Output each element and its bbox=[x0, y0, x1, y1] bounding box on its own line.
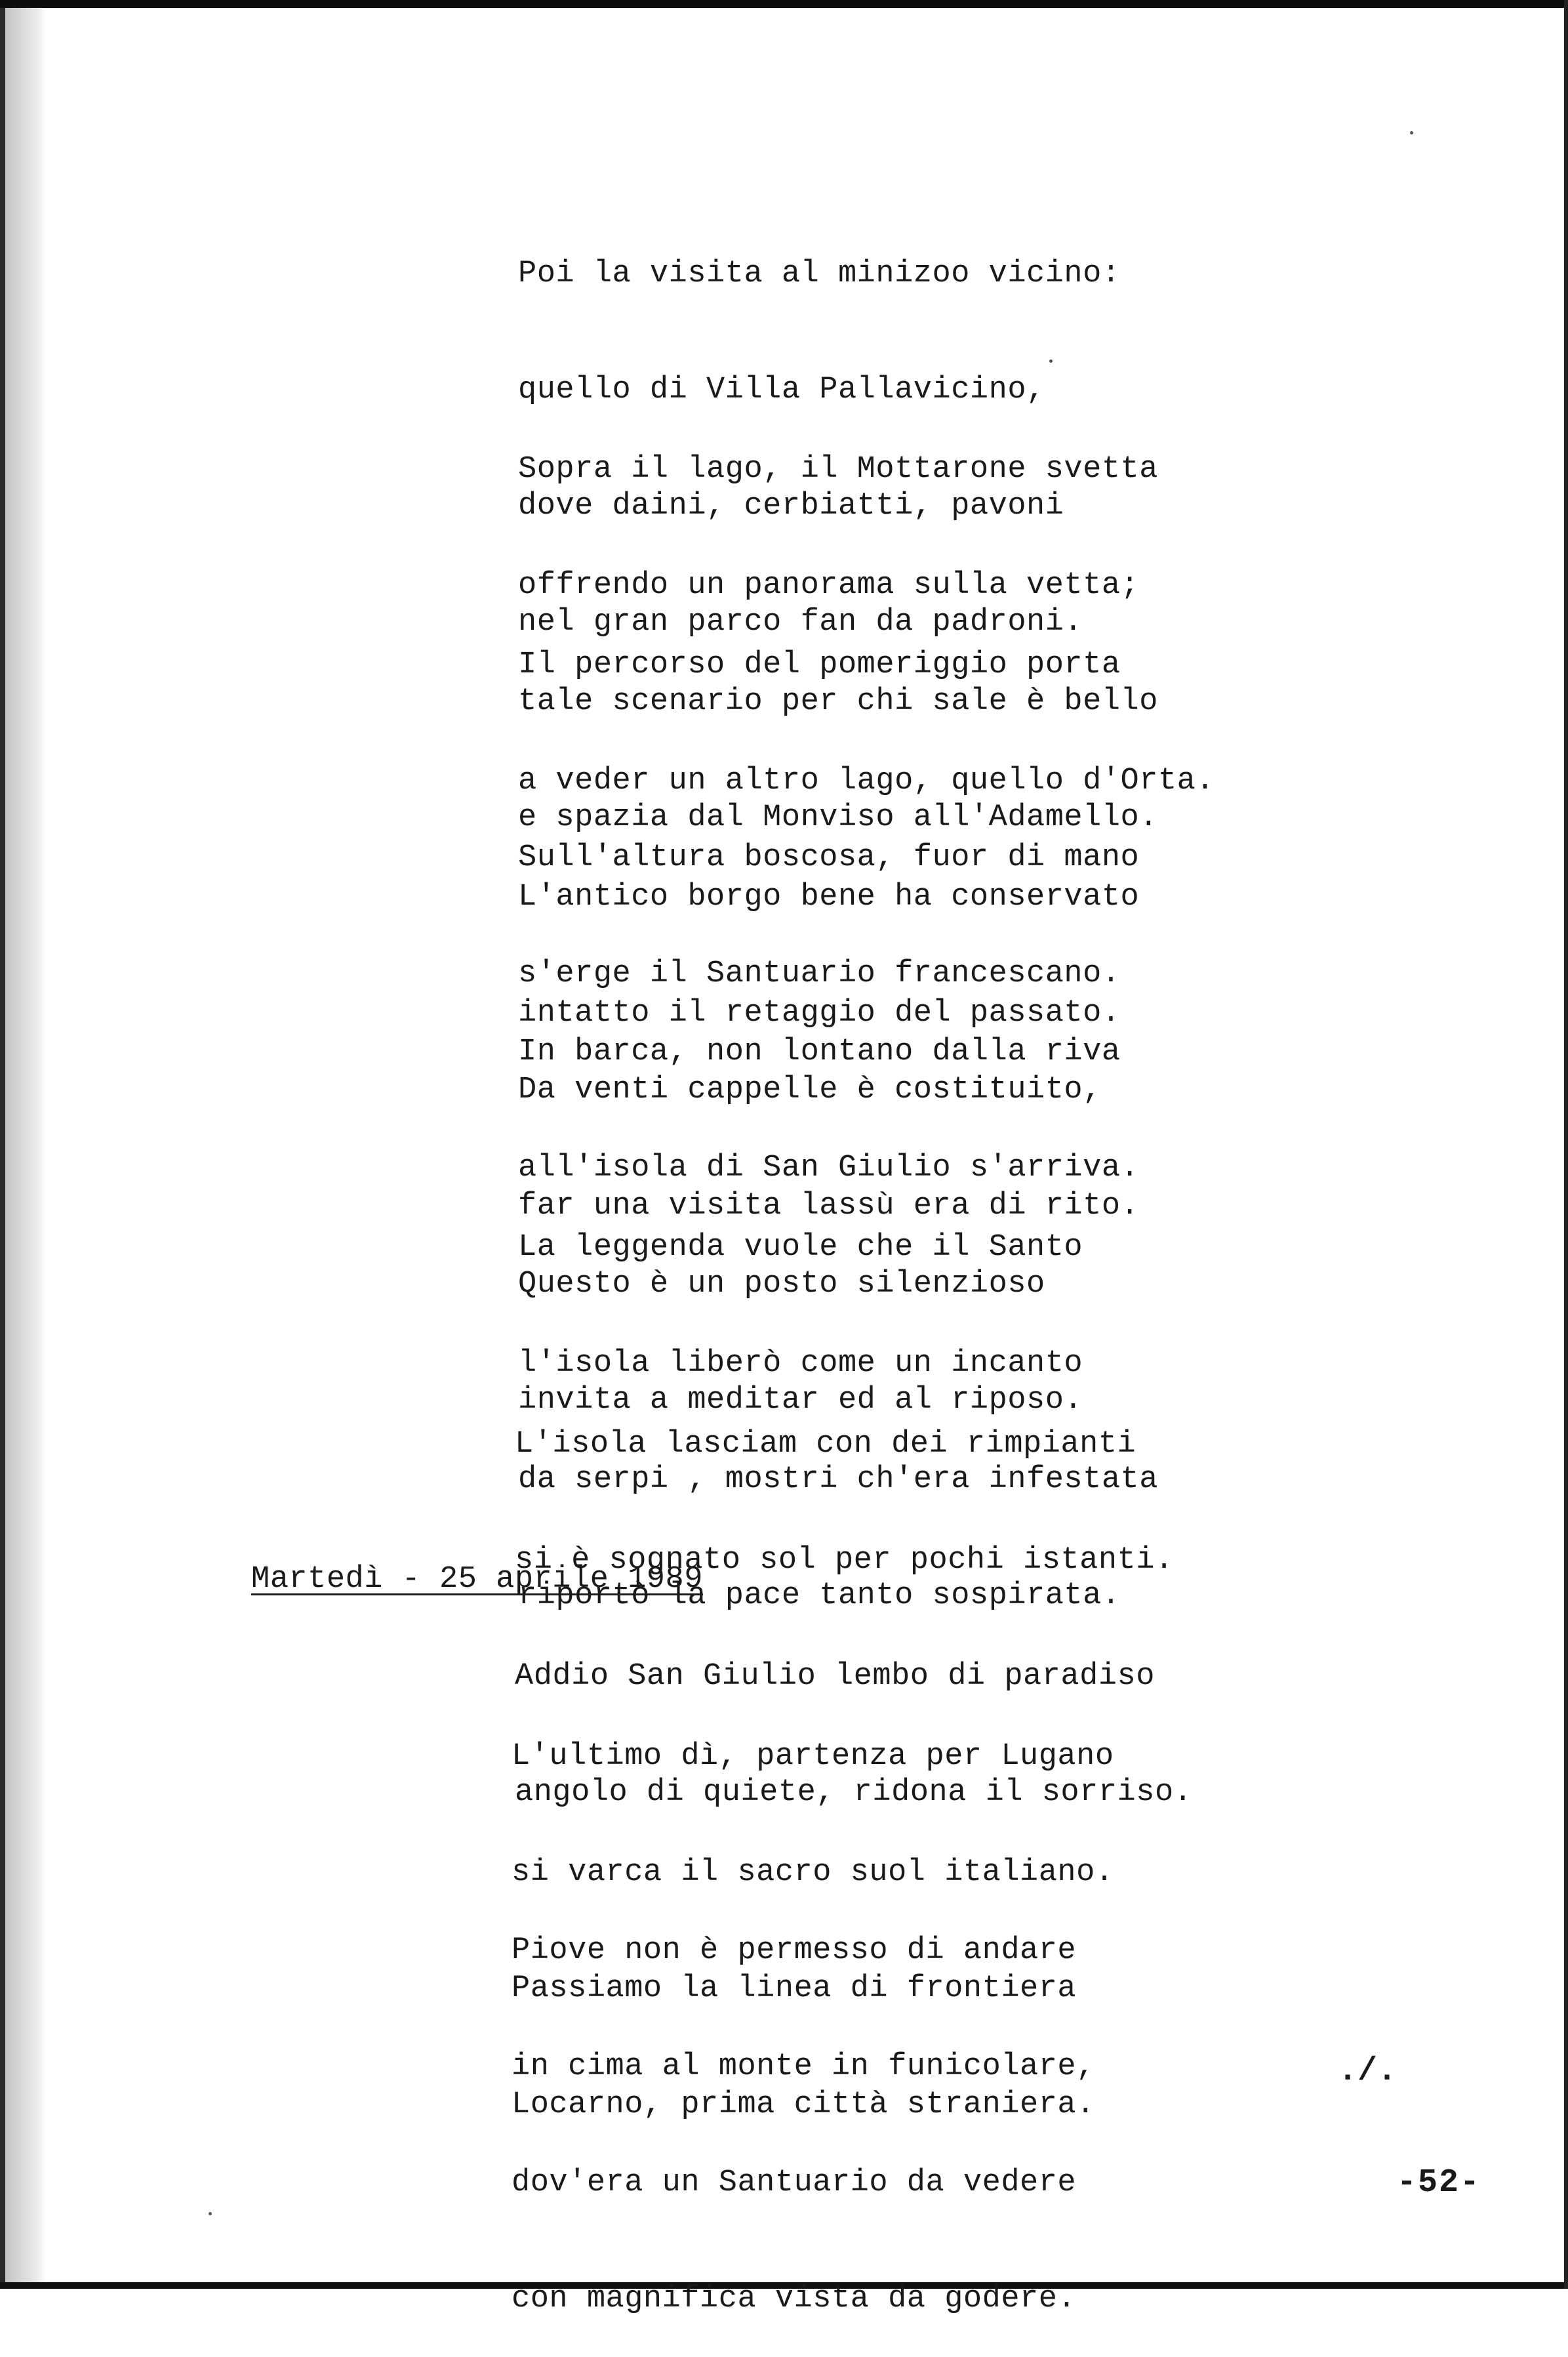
stanza-line: Sopra il lago, il Mottarone svetta bbox=[518, 452, 1158, 487]
stanza-line: In barca, non lontano dalla riva bbox=[518, 1035, 1121, 1069]
page-top-edge bbox=[0, 0, 1568, 8]
section-heading-date: Martedì - 25 aprile 1989 bbox=[251, 1562, 703, 1597]
stanza-line: si è sognato sol per pochi istanti. bbox=[515, 1543, 1174, 1578]
stanza-line: nel gran parco fan da padroni. bbox=[518, 605, 1083, 640]
stanza-line: l'isola liberò come un incanto bbox=[518, 1346, 1083, 1381]
stanza-line: quello di Villa Pallavicino, bbox=[518, 373, 1045, 407]
stanza-line: a veder un altro lago, quello d'Orta. bbox=[518, 764, 1215, 798]
stanza-line: si varca il sacro suol italiano. bbox=[512, 1855, 1114, 1890]
stanza-line: dov'era un Santuario da vedere bbox=[512, 2165, 1077, 2200]
stanza-line: L'ultimo dì, partenza per Lugano bbox=[512, 1739, 1114, 1774]
stanza-line: offrendo un panorama sulla vetta; bbox=[518, 568, 1140, 603]
stanza-line: all'isola di San Giulio s'arriva. bbox=[518, 1151, 1140, 1185]
stanza-line: Il percorso del pomeriggio porta bbox=[518, 647, 1121, 682]
stanza-line: Piove non è permesso di andare bbox=[512, 1933, 1077, 1968]
stanza-line: Questo è un posto silenzioso bbox=[518, 1267, 1045, 1301]
page-number: -52- bbox=[1397, 2164, 1481, 2202]
continuation-mark: ./. bbox=[1338, 2053, 1397, 2090]
page-binding-shadow bbox=[0, 0, 46, 2289]
stanza-line: Passiamo la linea di frontiera bbox=[512, 1971, 1077, 2006]
stanza-line: dove daini, cerbiatti, pavoni bbox=[518, 489, 1064, 523]
stanza-line: s'erge il Santuario francescano. bbox=[518, 956, 1121, 991]
stanza-line: Sull'altura boscosa, fuor di mano bbox=[518, 840, 1140, 875]
stanza-line: con magnifica vista da godere. bbox=[512, 2282, 1077, 2316]
stanza-line: La leggenda vuole che il Santo bbox=[518, 1230, 1083, 1265]
scan-speck bbox=[209, 2212, 212, 2215]
stanza-line: angolo di quiete, ridona il sorriso. bbox=[515, 1775, 1193, 1810]
stanza-line: Da venti cappelle è costituito, bbox=[518, 1073, 1102, 1107]
scan-speck bbox=[1410, 131, 1413, 134]
stanza-line: e spazia dal Monviso all'Adamello. bbox=[518, 800, 1158, 835]
page-right-edge bbox=[1564, 0, 1568, 2289]
stanza-line: L'antico borgo bene ha conservato bbox=[518, 880, 1140, 914]
stanza-line: da serpi , mostri ch'era infestata bbox=[518, 1462, 1158, 1497]
stanza-line: intatto il retaggio del passato. bbox=[518, 996, 1121, 1031]
stanza-9 bbox=[512, 1854, 1095, 2357]
stanza-line: Addio San Giulio lembo di paradiso bbox=[515, 1659, 1155, 1694]
stanza-line: Locarno, prima città straniera. bbox=[512, 2087, 1095, 2122]
stanza-line: invita a meditar ed al riposo. bbox=[518, 1383, 1083, 1418]
stanza-line: L'isola lasciam con dei rimpianti bbox=[515, 1427, 1136, 1462]
stanza-line: in cima al monte in funicolare, bbox=[512, 2049, 1095, 2084]
page-left-edge bbox=[0, 0, 5, 2289]
stanza-line: riportò la pace tanto sospirata. bbox=[518, 1578, 1121, 1613]
stanza-line: Poi la visita al minizoo vicino: bbox=[518, 256, 1121, 291]
stanza-line: far una visita lassù era di rito. bbox=[518, 1189, 1140, 1223]
stanza-line: tale scenario per chi sale è bello bbox=[518, 684, 1158, 719]
scan-speck bbox=[1049, 359, 1053, 363]
